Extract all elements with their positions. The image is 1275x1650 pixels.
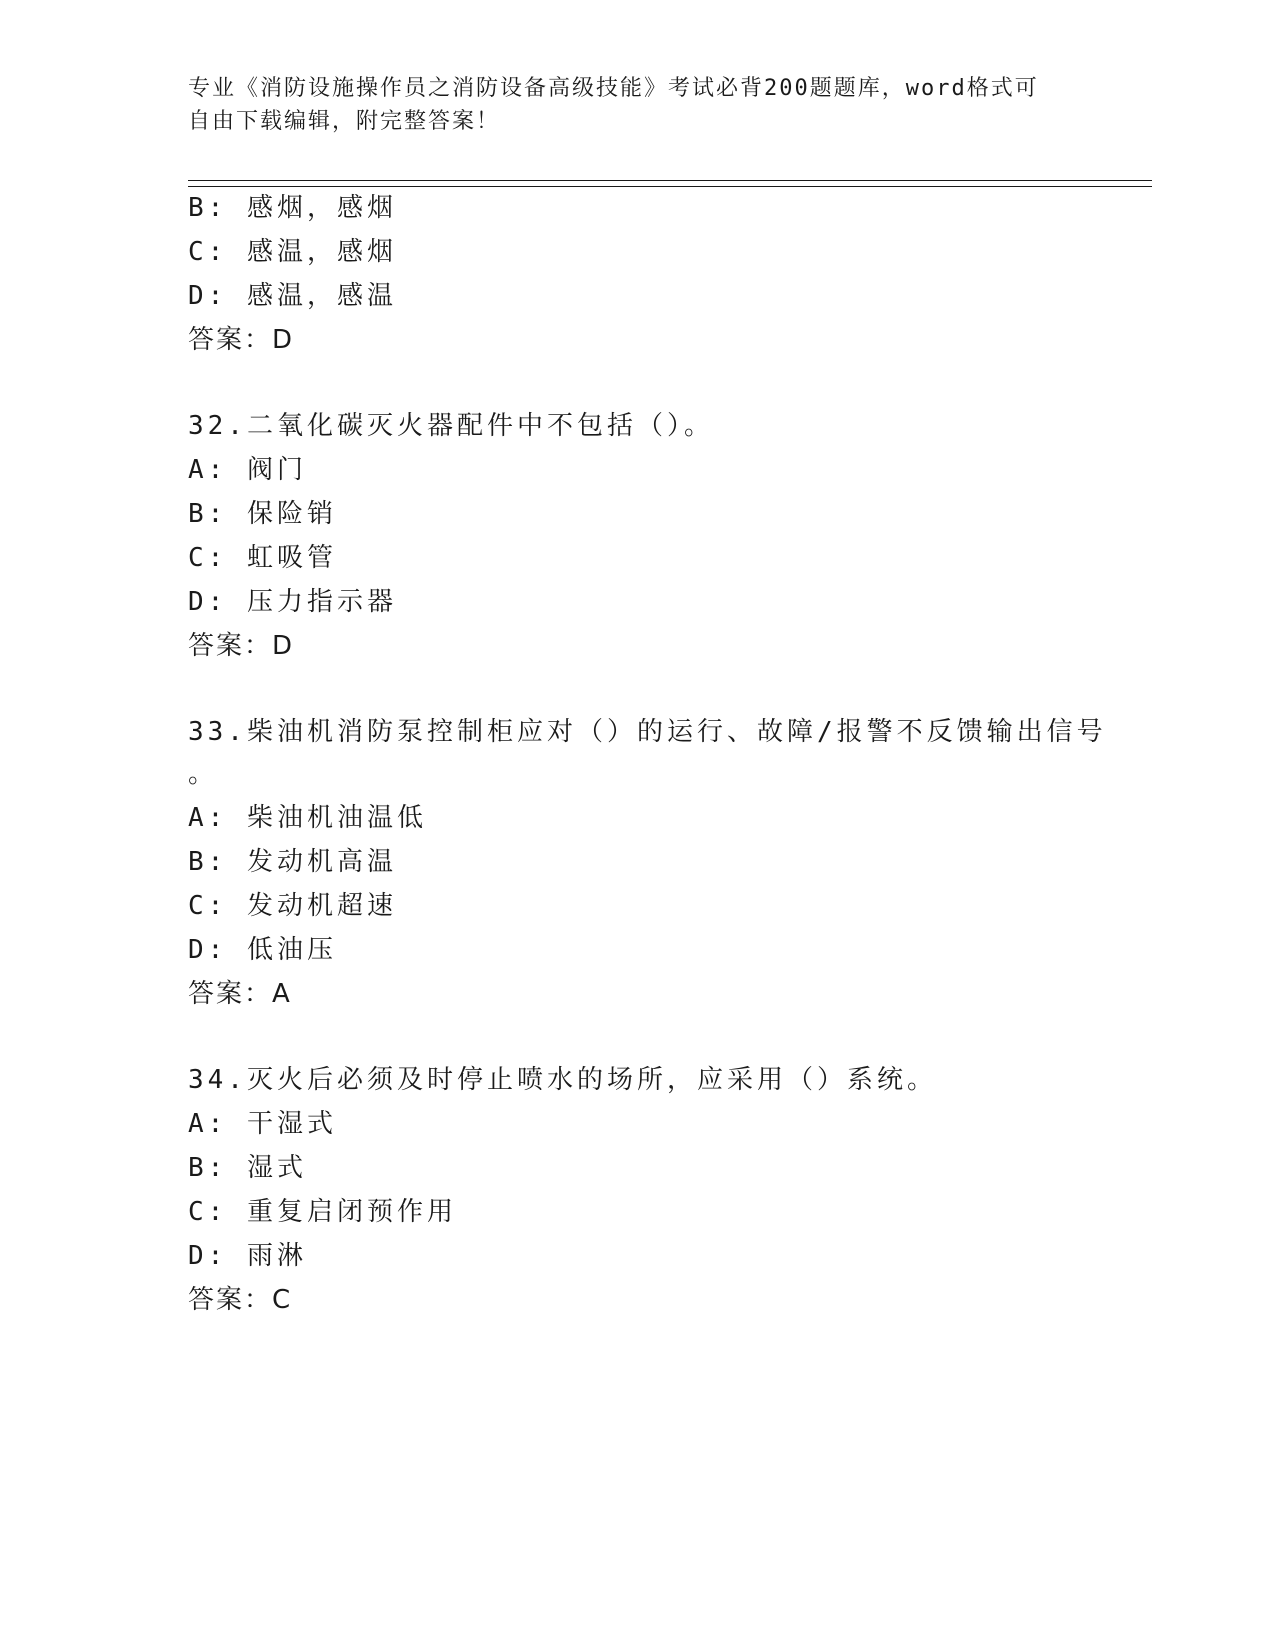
header-line-1: 专业《消防设施操作员之消防设备高级技能》考试必背200题题库，word格式可	[188, 76, 1039, 101]
option-c: C: 重复启闭预作用	[188, 1197, 457, 1227]
option-c: C: 虹吸管	[188, 543, 337, 573]
option-d: D: 雨淋	[188, 1241, 307, 1271]
option-c: C: 发动机超速	[188, 891, 397, 921]
option-d: D: 感温，感温	[188, 281, 397, 311]
option-b: B: 湿式	[188, 1153, 307, 1183]
option-b: B: 发动机高温	[188, 847, 397, 877]
question-stem: 34.灭火后必须及时停止喷水的场所，应采用（）系统。	[188, 1065, 937, 1095]
answer: 答案：C	[188, 1285, 293, 1315]
option-d: D: 低油压	[188, 935, 337, 965]
header-line-2: 自由下载编辑，附完整答案！	[188, 109, 501, 134]
option-a: A: 阀门	[188, 455, 307, 485]
option-b: B: 感烟，感烟	[188, 193, 397, 223]
option-a: A: 柴油机油温低	[188, 803, 427, 833]
header-divider	[188, 180, 1152, 187]
document-header	[188, 72, 1068, 138]
question-stem: 33.柴油机消防泵控制柜应对（）的运行、故障/报警不反馈输出信号	[188, 717, 1107, 747]
answer: 答案：D	[188, 325, 295, 355]
option-d: D: 压力指示器	[188, 587, 397, 617]
answer: 答案：D	[188, 631, 295, 661]
answer: 答案：A	[188, 979, 292, 1009]
option-c: C: 感温，感烟	[188, 237, 397, 267]
question-stem: 32.二氧化碳灭火器配件中不包括（）。	[188, 411, 714, 441]
option-a: A: 干湿式	[188, 1109, 337, 1139]
question-stem-continuation: 。	[188, 759, 219, 789]
option-b: B: 保险销	[188, 499, 337, 529]
